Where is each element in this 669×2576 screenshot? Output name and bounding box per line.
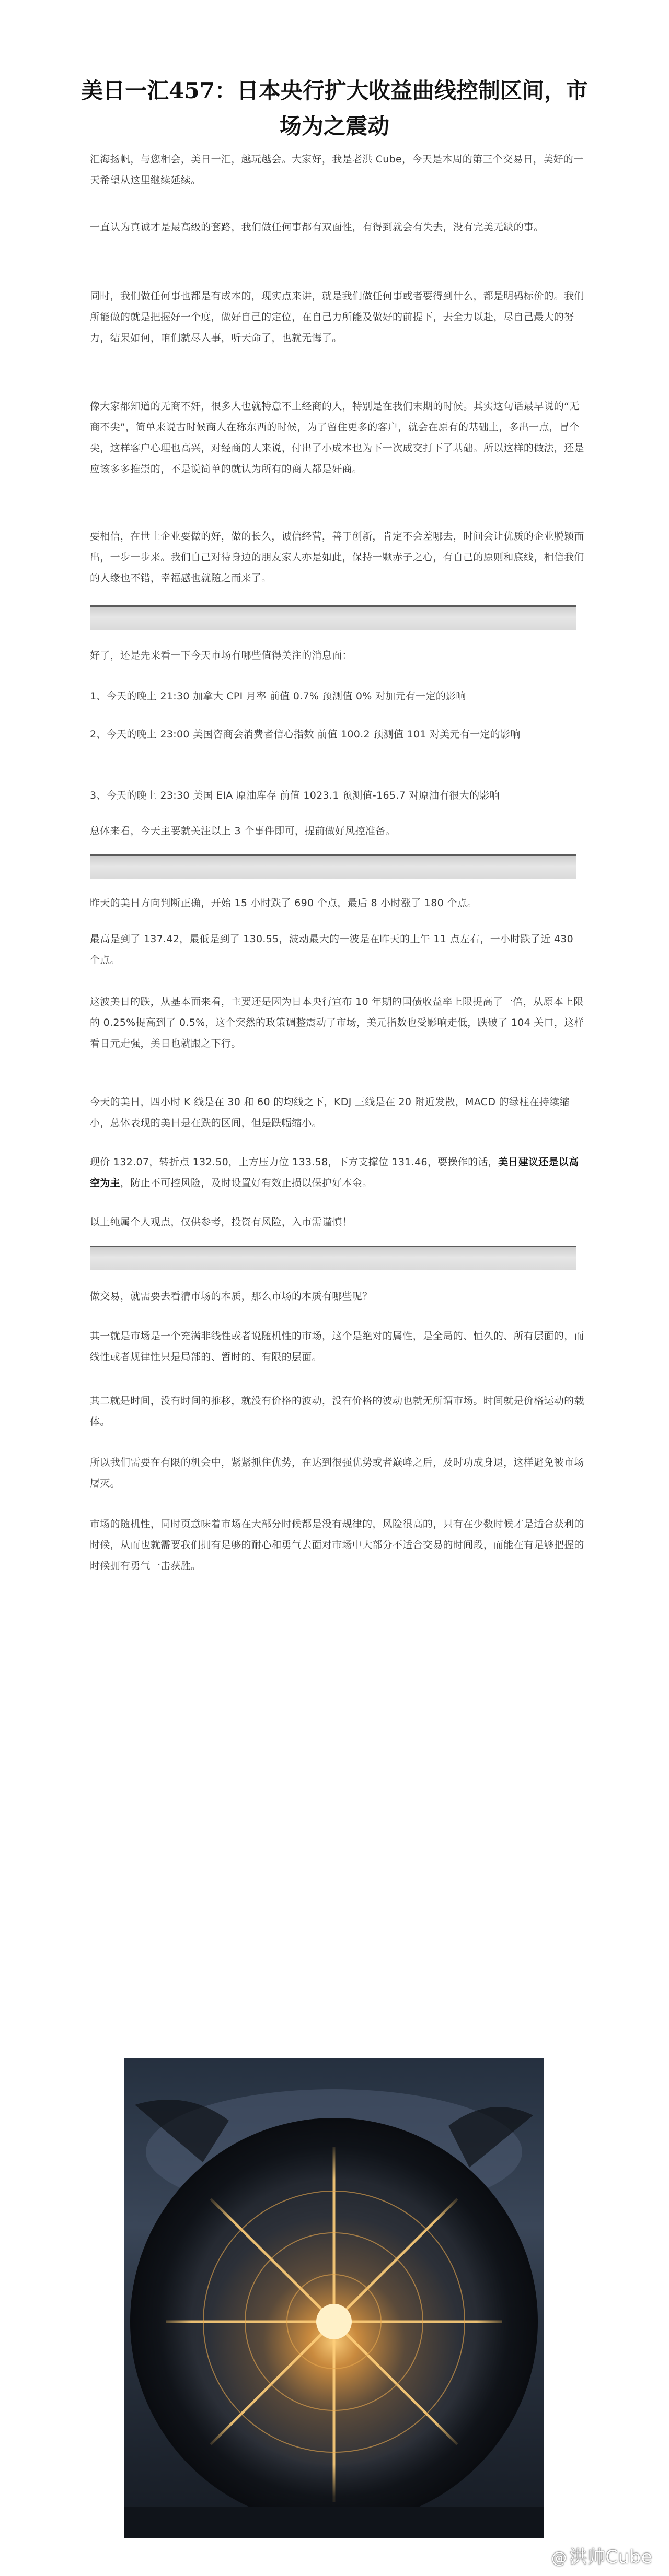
analysis-paragraph-4: 今天的美日，四小时 K 线是在 30 和 60 的均线之下，KDJ 三线是在 20 附近发散，MACD 的绿柱在持续缩小，总体表现的美日是在跌的区间，但是跌幅缩小。 <box>90 1096 570 1129</box>
watermark-name: 洪帅Cube <box>569 2547 652 2568</box>
disclaimer: 以上纯属个人观点，仅供参考，投资有风险，入市需谨慎！ <box>90 1216 352 1228</box>
intro-paragraph-1: 汇海扬帆，与您相会，美日一汇，越玩越会。大家好，我是老洪 Cube，今天是本周的第三个交易日，美好的一天希望从这里继续延续。 <box>90 154 584 186</box>
events-intro: 好了，还是先来看一下今天市场有哪些值得关注的消息面： <box>90 650 352 661</box>
market-paragraph-5: 市场的随机性，同时页意味着市场在大部分时候都是没有规律的，风险很高的，只有在少数时候才是适合获利的时候，从而也就需要我们拥有足够的耐心和勇气去面对市场中大部分不适合交易的时间段，而能在有足够把握的时候拥有勇气一击获胜。 <box>90 1518 584 1572</box>
analysis-paragraph-3: 这波美日的跌，从基本面来看，主要还是因为日本央行宣布 10 年期的国债收益率上限提高了一倍，从原本上限的 0.25%提高到了 0.5%，这个突然的政策调整震动了市场，美元指数也受影响走低，跌破了 104 关口，这样看日元走强，美日也就跟之下行。 <box>90 996 584 1049</box>
analysis-paragraph-2: 最高是到了 137.42，最低是到了 130.55，波动最大的一波是在昨天的上午 11 点左右，一小时跌了近 430 个点。 <box>90 933 574 966</box>
section-divider-bar <box>90 854 576 879</box>
events-summary: 总体来看，今天主要就关注以上 3 个事件即可，提前做好风控准备。 <box>90 825 396 837</box>
intro-paragraph-4: 像大家都知道的无商不奸，很多人也就特意不上经商的人，特别是在我们末期的时候。其实这句话最早说的“无商不尖”，简单来说古时候商人在称东西的时候，为了留住更多的客户，就会在原有的基础上，多出一点，冒个尖，这样客户心理也高兴，对经商的人来说，付出了小成本也为下一次成交打下了基础。所以这样的做法，还是应该多多推崇的，不是说简单的就认为所有的商人都是奸商。 <box>90 401 584 475</box>
author-watermark <box>551 2543 652 2568</box>
section-divider-bar <box>90 1246 576 1270</box>
price-levels-text: 现价 132.07，转折点 132.50，上方压力位 133.58，下方支撑位 131.46，要操作的话， <box>90 1156 498 1168</box>
price-levels-paragraph <box>90 1152 586 1193</box>
watermark-at-icon: @ <box>551 2549 568 2567</box>
market-paragraph-3: 其二就是时间，没有时间的推移，就没有价格的波动，没有价格的波动也就无所谓市场。时间就是价格运动的载体。 <box>90 1395 584 1427</box>
analysis-paragraph-1: 昨天的美日方向判断正确，开始 15 小时跌了 690 个点，最后 8 小时涨了 180 个点。 <box>90 897 478 909</box>
section-divider-bar <box>90 605 576 630</box>
price-levels-bold: 美日建议还是以高空为主 <box>90 1156 579 1189</box>
event-item-1: 1、今天的晚上 21:30 加拿大 CPI 月率 前值 0.7% 预测值 0% 对加元有一定的影响 <box>90 690 466 702</box>
intro-paragraph-2: 一直认为真诚才是最高级的套路，我们做任何事都有双面性，有得到就会有失去，没有完美无缺的事。 <box>90 221 544 233</box>
aerial-city-photo <box>124 2058 544 2538</box>
tiny-planet-city-image <box>124 2058 544 2538</box>
market-paragraph-2: 其一就是市场是一个充满非线性或者说随机性的市场，这个是绝对的属性，是全局的、恒久的、所有层面的，而线性或者规律性只是局部的、暂时的、有限的层面。 <box>90 1330 584 1363</box>
event-item-3: 3、今天的晚上 23:30 美国 EIA 原油库存 前值 1023.1 预测值-165.7 对原油有很大的影响 <box>90 790 500 801</box>
market-paragraph-4: 所以我们需要在有限的机会中，紧紧抓住优势，在达到很强优势或者巅峰之后，及时功成身退，这样避免被市场屠灭。 <box>90 1457 584 1489</box>
price-levels-tail: ，防止不可控风险，及时设置好有效止损以保护好本金。 <box>120 1177 373 1189</box>
intro-paragraph-3: 同时，我们做任何事也都是有成本的，现实点来讲，就是我们做任何事或者要得到什么，都是明码标价的。我们所能做的就是把握好一个度，做好自己的定位，在自己力所能及做好的前提下，去全力以赴，尽自己最大的努力，结果如何，咱们就尽人事，听天命了，也就无悔了。 <box>90 290 584 344</box>
article-title: 美日一汇457：日本央行扩大收益曲线控制区间，市场为之震动 <box>81 78 588 139</box>
event-item-2: 2、今天的晚上 23:00 美国咨商会消费者信心指数 前值 100.2 预测值 101 对美元有一定的影响 <box>90 729 521 740</box>
intro-paragraph-5: 要相信，在世上企业要做的好，做的长久，诚信经营，善于创新，肯定不会差哪去，时间会让优质的企业脱颖而出，一步一步来。我们自己对待身边的朋友家人亦是如此，保持一颗赤子之心，有自己的原则和底线，相信我们的人缘也不错，幸福感也就随之而来了。 <box>90 531 584 584</box>
market-paragraph-1: 做交易，就需要去看清市场的本质，那么市场的本质有哪些呢？ <box>90 1291 373 1302</box>
